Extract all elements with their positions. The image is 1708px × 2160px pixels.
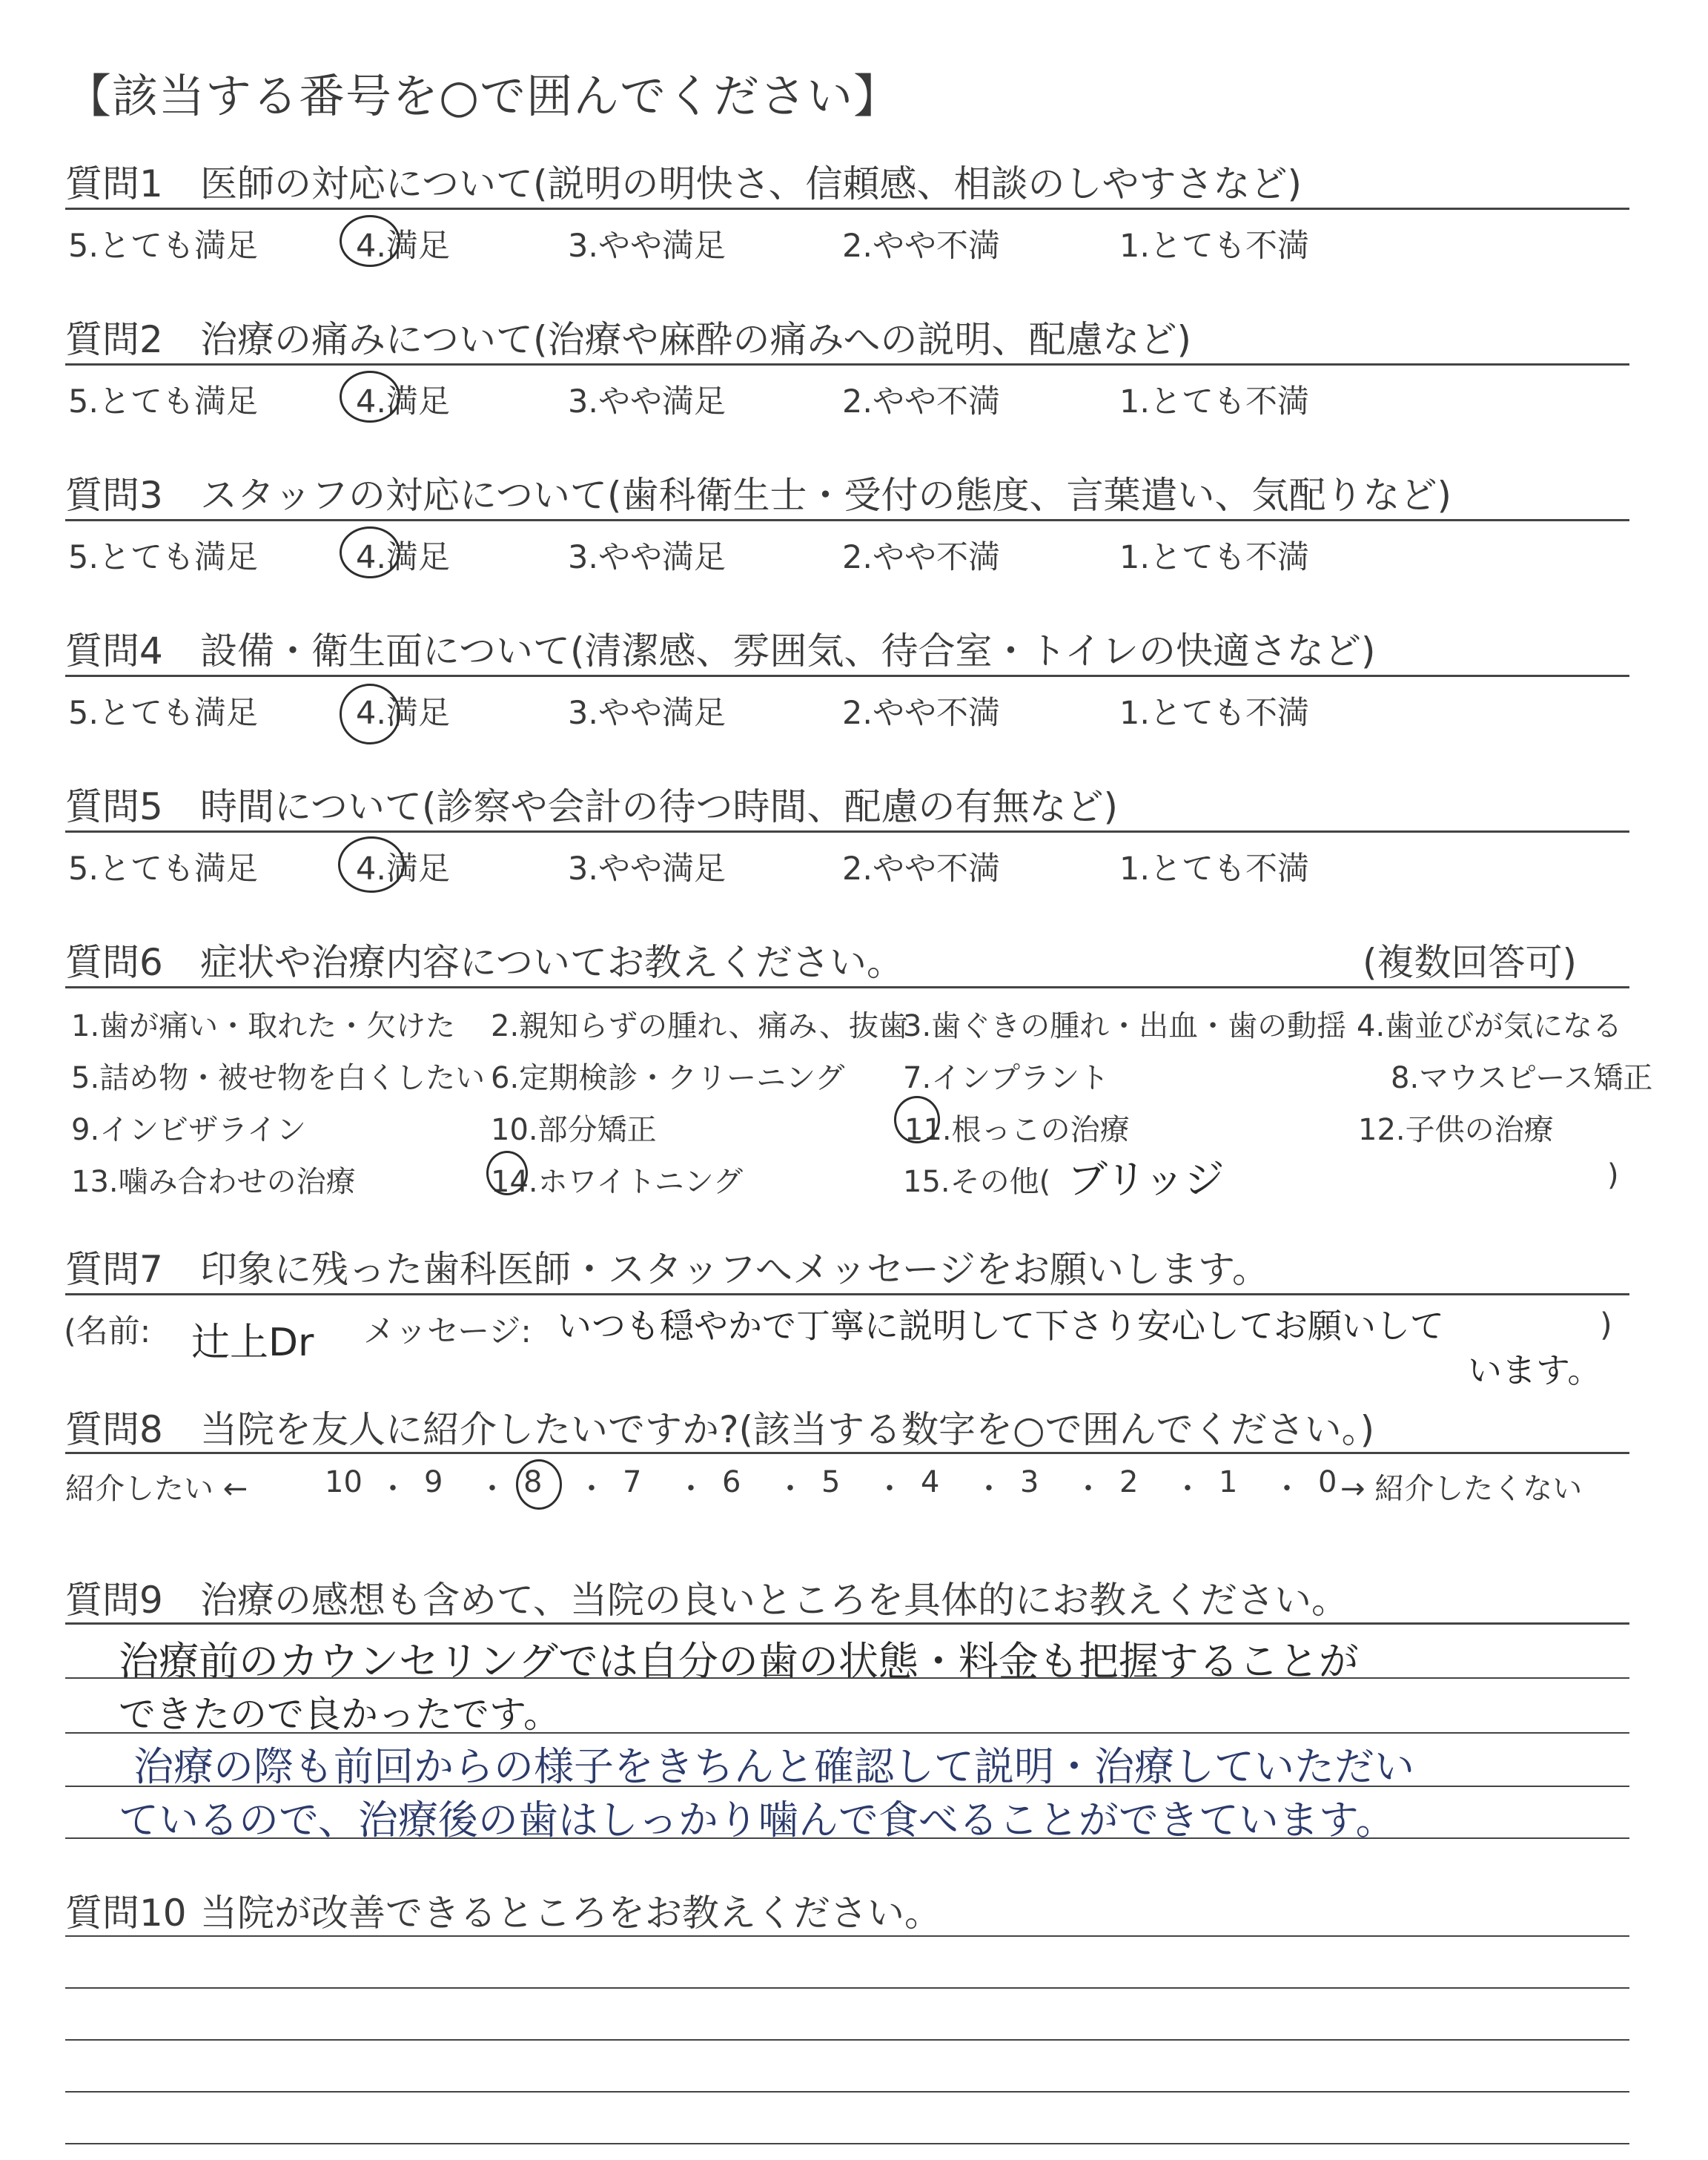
scale-separator: ・ [875,1472,904,1506]
selection-circle [340,526,400,578]
treatment-option-15[interactable]: 15.その他( [903,1165,1051,1199]
question-4-text: 設備・衛生面について(清潔感、雰囲気、待合室・トイレの快適さなど) [200,630,1376,673]
answer-handwritten-line-4[interactable]: ているので、治療後の歯はしっかり噛んで食べることができています。 [119,1797,1396,1843]
treatment-option-10[interactable]: 10.部分矯正 [491,1113,657,1147]
question-2-label: 質問2 [65,318,163,361]
rating-option-1[interactable]: 1.とても不満 [1119,695,1310,732]
scale-value-10[interactable]: 10 [325,1465,363,1499]
treatment-option-6[interactable]: 6.定期検診・クリーニング [491,1061,845,1095]
answer-line [65,1732,1629,1734]
rating-option-2[interactable]: 2.やや不満 [842,695,1001,732]
scale-value-5[interactable]: 5 [821,1465,841,1499]
divider [65,1293,1629,1295]
name-label: (名前: [64,1313,151,1350]
rating-option-4[interactable]: 4.満足 [356,383,451,420]
question-5-text: 時間について(診察や会計の待つ時間、配慮の有無など) [200,785,1119,828]
selection-circle [516,1459,562,1510]
scale-value-6[interactable]: 6 [722,1465,741,1499]
question-6-label: 質問6 [65,941,163,984]
scale-value-2[interactable]: 2 [1119,1465,1139,1499]
treatment-option-9[interactable]: 9.インビザライン [71,1113,306,1147]
message-handwritten-line-1[interactable]: いつも穏やかで丁寧に説明して下さり安心してお願いして [557,1306,1444,1346]
answer-line [65,1935,1629,1937]
scale-value-3[interactable]: 3 [1020,1465,1039,1499]
name-handwritten[interactable]: 辻上Dr [191,1321,314,1365]
scale-separator: ・ [477,1472,507,1506]
treatment-option-11[interactable]: 11.根っこの治療 [904,1113,1130,1147]
other-handwritten-answer[interactable]: ブリッジ [1068,1156,1225,1203]
rating-option-5[interactable]: 5.とても満足 [68,383,259,420]
selection-circle [894,1096,940,1143]
treatment-option-4[interactable]: 4.歯並びが気になる [1357,1009,1623,1043]
rating-option-1[interactable]: 1.とても不満 [1119,539,1310,576]
question-4-label: 質問4 [65,630,163,673]
rating-option-2[interactable]: 2.やや不満 [842,539,1001,576]
rating-option-4[interactable]: 4.満足 [356,228,451,265]
treatment-option-8[interactable]: 8.マウスピース矯正 [1391,1061,1653,1095]
scale-value-8[interactable]: 8 [523,1465,543,1499]
answer-handwritten-line-2[interactable]: できたので良かったです。 [119,1693,560,1736]
recommend-right-label: → 紹介したくない [1340,1472,1583,1506]
answer-handwritten-line-3[interactable]: 治療の際も前回からの様子をきちんと確認して説明・治療していただい [133,1743,1414,1790]
rating-option-2[interactable]: 2.やや不満 [842,228,1001,265]
divider [65,208,1629,210]
question-9-label: 質問9 [65,1579,163,1622]
question-7-label: 質問7 [65,1248,163,1291]
treatment-option-1[interactable]: 1.歯が痛い・取れた・欠けた [71,1009,456,1043]
treatment-option-14[interactable]: 14.ホワイトニング [491,1165,744,1199]
rating-option-3[interactable]: 3.やや満足 [568,695,726,732]
rating-option-5[interactable]: 5.とても満足 [68,539,259,576]
question-10-label: 質問10 [65,1892,187,1935]
message-label: メッセージ: [363,1313,532,1350]
scale-separator: ・ [1272,1472,1302,1506]
rating-option-4[interactable]: 4.満足 [356,539,451,576]
divider [65,830,1629,833]
recommend-left-label: 紹介したい ← [65,1472,248,1506]
answer-line [65,2039,1629,2041]
rating-option-4[interactable]: 4.満足 [356,695,451,732]
rating-option-5[interactable]: 5.とても満足 [68,851,259,888]
scale-separator: ・ [1073,1472,1103,1506]
message-close-paren: ) [1600,1307,1612,1344]
treatment-option-12[interactable]: 12.子供の治療 [1358,1113,1554,1147]
scale-separator: ・ [974,1472,1004,1506]
rating-option-3[interactable]: 3.やや満足 [568,539,726,576]
selection-circle [340,215,400,267]
selection-circle [338,836,405,893]
question-1-label: 質問1 [65,162,163,205]
question-9-text: 治療の感想も含めて、当院の良いところを具体的にお教えください。 [200,1579,1348,1622]
divider [65,519,1629,521]
close-paren: ) [1607,1158,1619,1192]
question-10-text: 当院が改善できるところをお教えください。 [200,1892,941,1935]
selection-circle [340,684,400,744]
question-7-text: 印象に残った歯科医師・スタッフへメッセージをお願いします。 [200,1248,1269,1291]
rating-option-2[interactable]: 2.やや不満 [842,851,1001,888]
selection-circle [340,371,400,423]
rating-option-3[interactable]: 3.やや満足 [568,383,726,420]
treatment-option-5[interactable]: 5.詰め物・被せ物を白くしたい [71,1061,486,1095]
question-5-label: 質問5 [65,785,163,828]
scale-value-7[interactable]: 7 [623,1465,642,1499]
scale-separator: ・ [378,1472,408,1506]
answer-handwritten-line-1[interactable]: 治療前のカウンセリングでは自分の歯の状態・料金も把握することが [119,1638,1359,1685]
question-3-text: スタッフの対応について(歯科衛生士・受付の態度、言葉遣い、気配りなど) [200,474,1452,517]
rating-option-1[interactable]: 1.とても不満 [1119,383,1310,420]
question-2-text: 治療の痛みについて(治療や麻酔の痛みへの説明、配慮など) [200,318,1192,361]
scale-value-1[interactable]: 1 [1219,1465,1238,1499]
answer-line [65,1987,1629,1989]
rating-option-1[interactable]: 1.とても不満 [1119,851,1310,888]
rating-option-5[interactable]: 5.とても満足 [68,228,259,265]
scale-separator: ・ [676,1472,706,1506]
answer-line [65,2143,1629,2144]
scale-value-9[interactable]: 9 [424,1465,443,1499]
scale-separator: ・ [1173,1472,1202,1506]
scale-separator: ・ [577,1472,606,1506]
divider [65,1452,1629,1454]
rating-option-2[interactable]: 2.やや不満 [842,383,1001,420]
rating-option-3[interactable]: 3.やや満足 [568,228,726,265]
answer-line [65,1677,1629,1679]
divider [65,363,1629,366]
scale-value-4[interactable]: 4 [921,1465,940,1499]
treatment-option-7[interactable]: 7.インプラント [903,1061,1110,1095]
rating-option-3[interactable]: 3.やや満足 [568,851,726,888]
question-6-note: (複数回答可) [1363,941,1578,984]
rating-option-5[interactable]: 5.とても満足 [68,695,259,732]
question-8-label: 質問8 [65,1408,163,1451]
page-title: 【該当する番号を○で囲んでください】 [65,69,901,123]
treatment-option-2[interactable]: 2.親知らずの腫れ、痛み、抜歯 [491,1009,908,1043]
treatment-option-13[interactable]: 13.噛み合わせの治療 [71,1165,356,1199]
divider [65,986,1629,988]
answer-line [65,1786,1629,1787]
question-6-text: 症状や治療内容についてお教えください。 [200,941,904,984]
scale-separator: ・ [775,1472,805,1506]
treatment-option-3[interactable]: 3.歯ぐきの腫れ・出血・歯の動揺 [903,1009,1347,1043]
question-3-label: 質問3 [65,474,163,517]
selection-circle [486,1151,528,1195]
answer-line [65,2091,1629,2093]
divider [65,1622,1629,1625]
question-8-text: 当院を友人に紹介したいですか?(該当する数字を○で囲んでください。) [200,1408,1375,1451]
divider [65,675,1629,677]
answer-line [65,1837,1629,1839]
question-1-text: 医師の対応について(説明の明快さ、信頼感、相談のしやすさなど) [200,162,1302,205]
rating-option-4[interactable]: 4.満足 [356,851,451,888]
scale-value-0[interactable]: 0 [1318,1465,1337,1499]
rating-option-1[interactable]: 1.とても不満 [1119,228,1310,265]
message-handwritten-line-2[interactable]: います。 [1468,1350,1602,1390]
